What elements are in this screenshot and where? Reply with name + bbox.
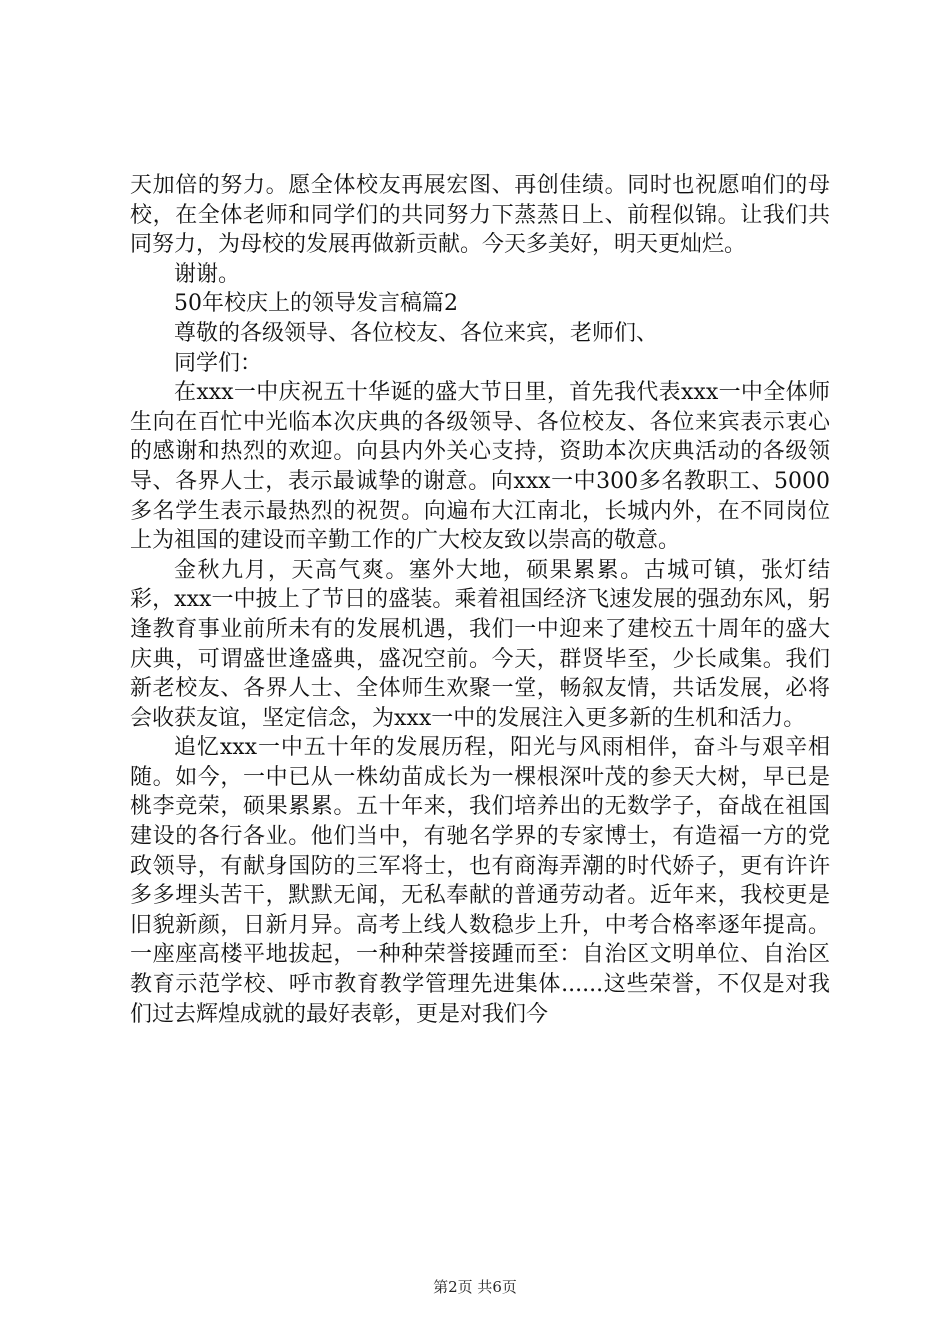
paragraph-autumn: 金秋九月，天高气爽。塞外大地，硕果累累。古城可镇，张灯结彩，xxx一中披上了节日的盛装。乘着祖国经济飞速发展的强劲东风，躬逢教育事业前所未有的发展机遇，我们一中迎来了建校五十周年的盛大庆典，可谓盛世逢盛典，盛况空前。今天，群贤毕至，少长咸集。我们新老校友、各界人士、全体师生欢聚一堂，畅叙友情，共话发展，必将会收获友谊，坚定信念，为xxx一中的发展注入更多新的生机和活力。	[130, 557, 830, 731]
salutation-line-1: 尊敬的各级领导、各位校友、各位来宾，老师们、	[174, 320, 659, 346]
salutation-line-2: 同学们：	[174, 350, 263, 376]
paragraph-continuation: 天加倍的努力。愿全体校友再展宏图、再创佳绩。同时也祝愿咱们的母校，在全体老师和同学们的共同努力下蒸蒸日上、前程似锦。让我们共同努力，为母校的发展再做新贡献。今天多美好，明天更灿烂。	[130, 173, 830, 258]
paragraph-history: 追忆xxx一中五十年的发展历程，阳光与风雨相伴，奋斗与艰辛相随。如今，一中已从一株幼苗成长为一棵根深叶茂的参天大树，早已是桃李竞荣，硕果累累。五十年来，我们培养出的无数学子，奋战在祖国建设的各行各业。他们当中，有驰名学界的专家博士，有造福一方的党政领导，有献身国防的三军将士，也有商海弄潮的时代娇子，更有许许多多埋头苦干，默默无闻，无私奉献的普通劳动者。近年来，我校更是旧貌新颜，日新月异。高考上线人数稳步上升，中考合格率逐年提高。一座座高楼平地拔起，一种种荣誉接踵而至：自治区文明单位、自治区教育示范学校、呼市教育教学管理先进集体......这些荣誉，不仅是对我们过去辉煌成就的最好表彰，更是对我们今	[130, 735, 830, 1027]
document-body	[130, 171, 830, 1029]
paragraph-thanks: 谢谢。	[174, 261, 241, 287]
section-heading: 50年校庆上的领导发言稿篇2	[174, 291, 458, 317]
paragraph-welcome: 在xxx一中庆祝五十华诞的盛大节日里，首先我代表xxx一中全体师生向在百忙中光临本次庆典的各级领导、各位校友、各位来宾表示衷心的感谢和热烈的欢迎。向县内外关心支持，资助本次庆典活动的各级领导、各界人士，表示最诚挚的谢意。向xxx一中300多名教职工、5000多名学生表示最热烈的祝贺。向遍布大江南北，长城内外，在不同岗位上为祖国的建设而辛勤工作的广大校友致以崇高的敬意。	[130, 380, 830, 554]
page-number-footer: 第2页 共6页	[433, 1278, 517, 1296]
